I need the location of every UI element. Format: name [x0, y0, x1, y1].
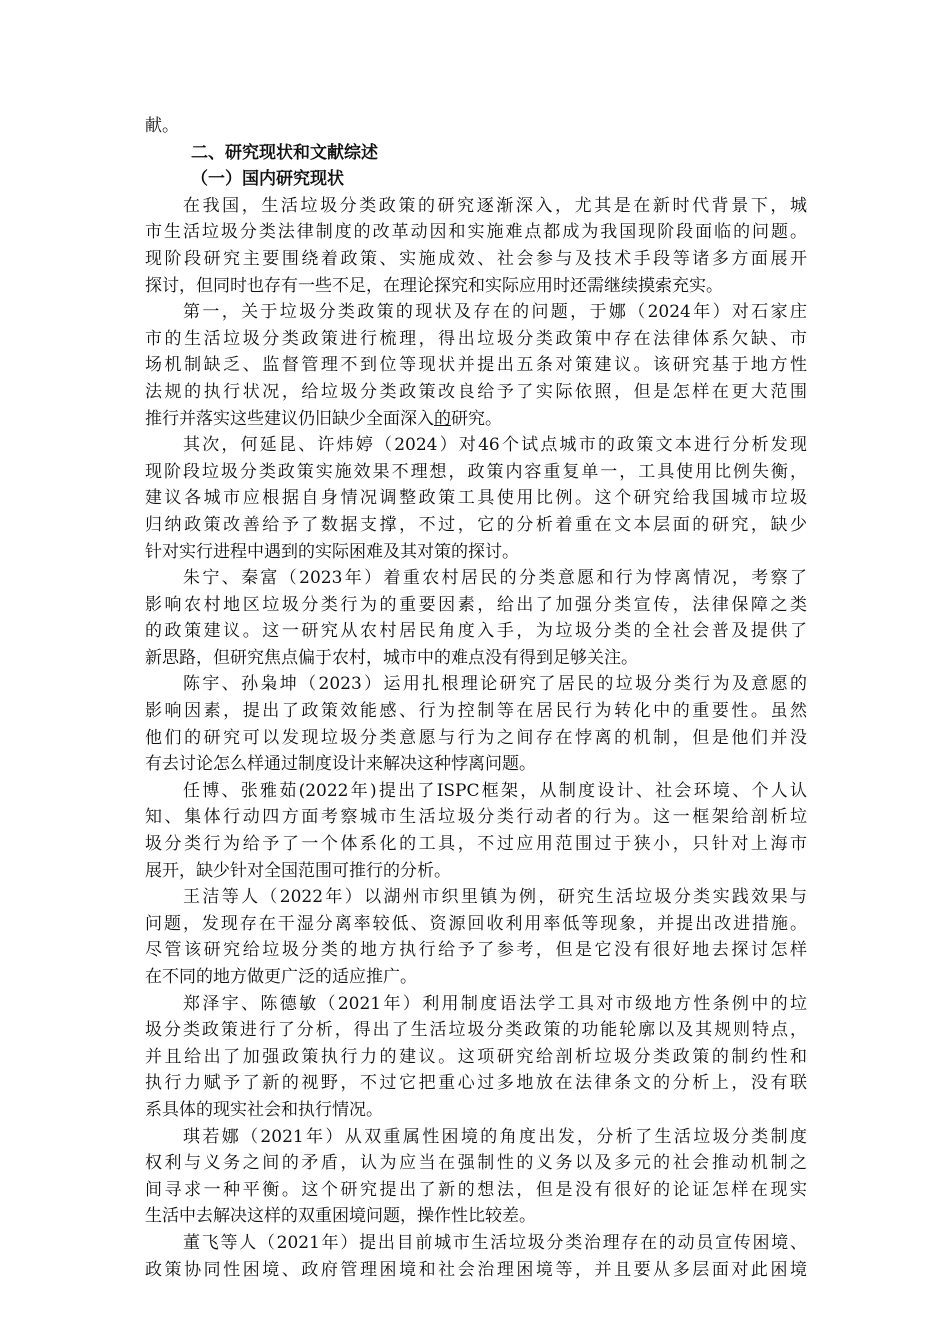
- text-line: 政策协同性困境、政府管理困境和社会治理困境等，并且要从多层面对此困境: [145, 1259, 807, 1280]
- text-line: 圾分类行为给予了一个体系化的工具，不过应用范围过于狭小，只针对上海市: [145, 834, 807, 855]
- text-line: 针对实行进程中遇到的实际困难及其对策的探讨。: [145, 541, 519, 562]
- text-line: 生活中去解决这样的双重困境问题，操作性比较差。: [145, 1206, 536, 1227]
- text-line: 市的生活垃圾分类政策进行梳理，得出垃圾分类政策中存在法律体系欠缺、市: [145, 328, 807, 349]
- text-line: 圾分类政策进行了分析，得出了生活垃圾分类政策的功能轮廓以及其规则特点，: [145, 1020, 807, 1041]
- text-line: 并且给出了加强政策执行力的建议。这项研究给剖析垃圾分类政策的制约性和: [145, 1046, 807, 1067]
- text-line: 推行并落实这些建议仍旧缺少全面深入的研究。: [145, 408, 502, 429]
- text-line: 琪若娜（2021年）从双重属性困境的角度出发，分析了生活垃圾分类制度: [183, 1126, 807, 1147]
- text-line: 执行力赋予了新的视野，不过它把重心过多地放在法律条文的分析上，没有联: [145, 1073, 807, 1094]
- text-line: 间寻求一种平衡。这个研究提出了新的想法，但是没有很好的论证怎样在现实: [145, 1179, 807, 1200]
- text-line: 在我国，生活垃圾分类政策的研究逐渐深入，尤其是在新时代背景下，城: [183, 195, 807, 216]
- text-line: 影响因素，提出了政策效能感、行为控制等在居民行为转化中的重要性。虽然: [145, 701, 807, 722]
- section-heading: （一）国内研究现状: [191, 169, 344, 190]
- underlined-text: 的: [434, 408, 451, 429]
- text-line: 王洁等人（2022年）以湖州市织里镇为例，研究生活垃圾分类实践效果与: [183, 887, 807, 908]
- text-line: 其次，何延昆、许炜婷（2024）对46个试点城市的政策文本进行分析发现: [183, 435, 807, 456]
- text-line: 系具体的现实社会和执行情况。: [145, 1099, 383, 1120]
- text-line: 知、集体行动四方面考察城市生活垃圾分类行动者的行为。这一框架给剖析垃: [145, 807, 807, 828]
- text-line: 现阶段研究主要围绕着政策、实施成效、社会参与及技术手段等诸多方面展开: [145, 248, 807, 269]
- document-page: [145, 113, 807, 1283]
- text-line: 场机制缺乏、监督管理不到位等现状并提出五条对策建议。该研究基于地方性: [145, 355, 807, 376]
- text-line: 朱宁、秦富（2023年）着重农村居民的分类意愿和行为悖离情况，考察了: [183, 568, 807, 589]
- text-line: 第一，关于垃圾分类政策的现状及存在的问题，于娜（2024年）对石家庄: [183, 302, 807, 323]
- text-line: 献。: [145, 116, 179, 136]
- text-line: 的政策建议。这一研究从农村居民角度入手，为垃圾分类的全社会普及提供了: [145, 621, 807, 642]
- text-line: 展开，缺少针对全国范围可推行的分析。: [145, 860, 451, 881]
- text-line: 新思路，但研究焦点偏于农村，城市中的难点没有得到足够关注。: [145, 647, 638, 668]
- section-heading: 二、研究现状和文献综述: [191, 142, 378, 163]
- text-line: 问题，发现存在干湿分离率较低、资源回收利用率低等现象，并提出改进措施。: [145, 913, 807, 934]
- text-line: 任博、张雅茹(2022年)提出了ISPC框架，从制度设计、社会环境、个人认: [183, 780, 807, 801]
- text-line: 尽管该研究给垃圾分类的地方执行给予了参考，但是它没有很好地去探讨怎样: [145, 940, 807, 961]
- text-line: 有去讨论怎么样通过制度设计来解决这种悖离问题。: [145, 754, 536, 775]
- text-line: 权利与义务之间的矛盾，认为应当在强制性的义务以及多元的社会推动机制之: [145, 1153, 807, 1174]
- text-line: 郑泽宇、陈德敏（2021年）利用制度语法学工具对市级地方性条例中的垃: [183, 993, 807, 1014]
- text-line: 在不同的地方做更广泛的适应推广。: [145, 967, 417, 987]
- text-line: 他们的研究可以发现垃圾分类意愿与行为之间存在悖离的机制，但是他们并没: [145, 727, 807, 748]
- text-line: 董飞等人（2021年）提出目前城市生活垃圾分类治理存在的动员宣传困境、: [183, 1232, 807, 1253]
- text-line: 法规的执行状况，给垃圾分类政策改良给予了实际依照，但是怎样在更大范围: [145, 381, 807, 402]
- text-line: 影响农村地区垃圾分类行为的重要因素，给出了加强分类宣传，法律保障之类: [145, 594, 807, 615]
- text-line: 现阶段垃圾分类政策实施效果不理想，政策内容重复单一，工具使用比例失衡，: [145, 461, 807, 482]
- text-line: 市生活垃圾分类法律制度的改革动因和实施难点都成为我国现阶段面临的问题。: [145, 222, 807, 243]
- text-line: 归纳政策改善给予了数据支撑，不过，它的分析着重在文本层面的研究，缺少: [145, 514, 807, 535]
- text-line: 陈宇、孙枭坤（2023）运用扎根理论研究了居民的垃圾分类行为及意愿的: [183, 674, 807, 695]
- text-line: 探讨，但同时也存有一些不足，在理论探究和实际应用时还需继续摸索充实。: [145, 275, 723, 296]
- text-line: 建议各城市应根据自身情况调整政策工具使用比例。这个研究给我国城市垃圾: [145, 488, 807, 509]
